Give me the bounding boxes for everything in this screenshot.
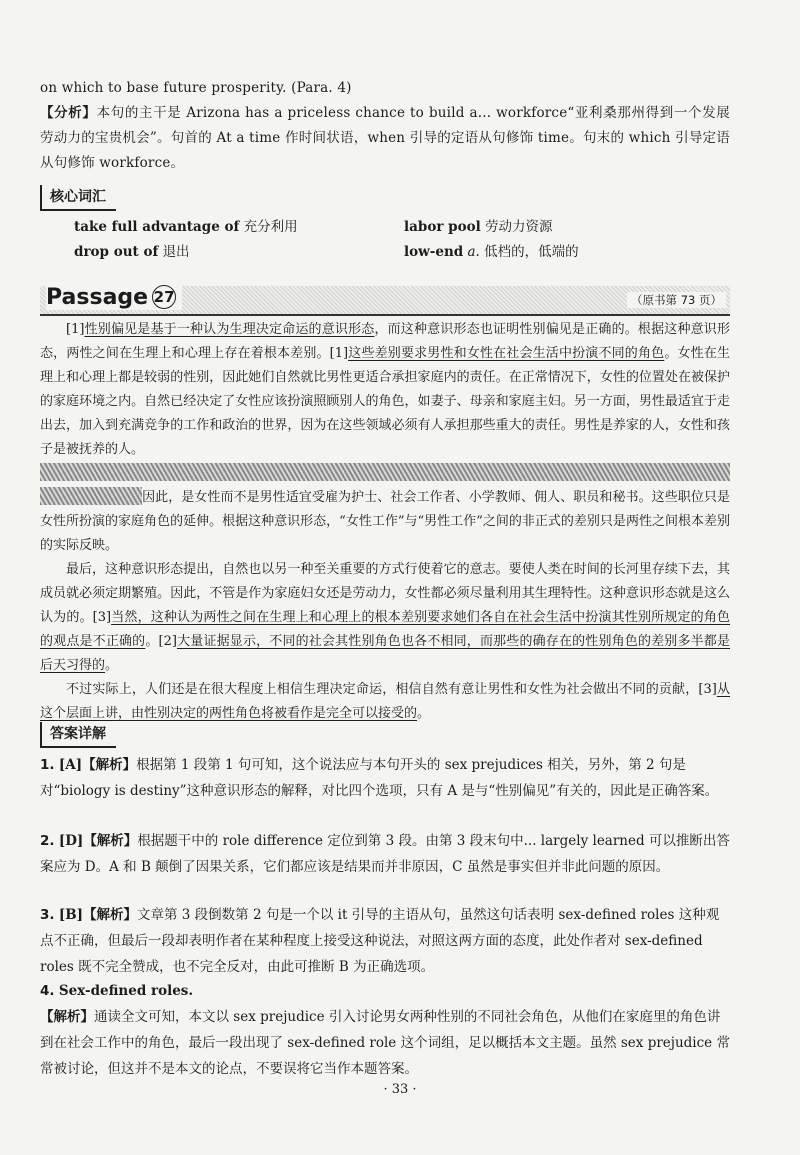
vocab-item [404, 240, 579, 265]
answer-item [40, 902, 730, 980]
underlined-sentence: 这些差别要求男性和女性在社会生活中扮演不同的角色 [348, 346, 665, 361]
answer-key: [D] [58, 833, 84, 849]
sentence: 不过实际上，人们还是在很大程度上相信生理决定命运，相信自然有意让男性和女性为社会做出不同的贡献，[3] [66, 682, 717, 697]
sentence: 最后，这种意识形态提出，自然也以另一种至关重要的方式行使着它的意志。要使人类在时间的长河里存续下去，其成员就必须定期繁殖。因此，不管是作为家庭妇女还是劳动力，女性都必须尽量利用其生理特性。这种意识形态就是这么认为的。[3] [40, 562, 730, 625]
analysis-tag: 【解析】 [82, 757, 137, 773]
answer-explanation: 通读全文可知，本文以 sex prejudice 引入讨论男女两种性别的不同社会角色，从他们在家庭里的角色讲到在社会工作中的角色，最后一段出现了 sex-defined role 这个词组，足以概括本文主题。虽然 sex prejudice 常常被讨论，但这并不是本文的论点，不要误将它当作本题答案。 [40, 1009, 730, 1077]
sentence: 。 [417, 706, 431, 721]
passage-title [46, 285, 182, 310]
answer-key: [A] [58, 757, 83, 773]
answer-explanation: 根据题干中的 role difference 定位到第 3 段。由第 3 段末句中... largely learned 可以推断出答案应为 D。A 和 B 颠倒了因果关系，它们都应该是结果而并非原因，C 虽然是事实但并非此问题的原因。 [40, 833, 730, 875]
vocab-term: take full advantage of [74, 219, 240, 235]
answers-heading: 答案详解 [40, 722, 116, 748]
vocab-term: labor pool [404, 219, 481, 235]
translation-paragraph-3 [40, 558, 730, 678]
vocab-item [74, 240, 190, 265]
intro-block [40, 76, 730, 176]
sentence: 因此，是女性而不是男性适宜受雇为护士、社会工作者、小学教师、佣人、职员和秘书。这些职位只是女性所扮演的家庭角色的延伸。根据这种意识形态，“女性工作”与“男性工作”之间的非正式的差别只是两性之间根本差别的实际反映。 [40, 490, 730, 553]
sentence-marker: [1] [66, 322, 85, 337]
analysis-tag: 【解析】 [40, 1009, 94, 1025]
answer-heading-line [40, 978, 730, 1004]
sentence: ，而这种意识形态也证明性别偏见是正确的。根据这种意识形态，两性之间在生理上和心理上存在着根本差别。[1] [40, 322, 730, 361]
answer-item [40, 752, 730, 804]
vocab-meaning: 劳动力资源 [485, 219, 553, 235]
answer-text [40, 902, 730, 980]
vocab-heading: 核心词汇 [40, 185, 116, 211]
passage-reference: （原书第 73 页） [627, 292, 726, 308]
translation-paragraph-4 [40, 678, 730, 726]
analysis-tag: 【解析】 [83, 907, 138, 923]
answer-number: 2. [40, 833, 55, 849]
sentence: 。 [105, 658, 119, 673]
analysis-paragraph [40, 101, 730, 176]
underlined-sentence: 大量证据显示，不同的社会其性别角色也各不相同，而那些的确存在的性别角色的差别多半都是后天习得的 [40, 634, 730, 673]
answer-key: [B] [58, 907, 84, 923]
vocab-meaning: 退出 [162, 244, 190, 260]
translation-paragraph-1 [40, 318, 730, 462]
answer-text [40, 752, 730, 804]
answer-number: 3. [40, 907, 55, 923]
vocab-pos: a. [467, 244, 480, 260]
vocab-term: low-end [404, 244, 464, 260]
page-number: · 33 · [383, 1082, 417, 1097]
answer-key: Sex-defined roles. [58, 983, 194, 999]
answer-item [40, 978, 730, 1082]
passage-label: Passage [46, 285, 149, 310]
sentence-marker: 。[2] [145, 634, 177, 649]
analysis-tag: 【解析】 [83, 833, 138, 849]
answer-number: 4. [40, 983, 55, 999]
redacted-text [40, 463, 730, 481]
passage-translation [40, 318, 730, 726]
answer-number: 1. [40, 757, 55, 773]
sentence: 。女性在生理上和心理上都是较弱的性别，因此她们自然就比男性更适合承担家庭内的责任。在正常情况下，女性的位置处在被保护的家庭环境之内。自然已经决定了女性应该扮演照顾别人的角色，如妻子、母亲和家庭主妇。另一方面，男性最适宜于走出去，加入到充满竞争的工作和政治的世界，因为在这些领域必须有人承担那些重大的责任。男性是养家的人，女性和孩子是被抚养的人。 [40, 346, 730, 457]
underlined-sentence: 当然，这种认为两性之间在生理上和心理上的根本差别要求她们各自在社会生活中扮演其性别所规定的角色的观点是不正确的 [40, 610, 730, 649]
analysis-tag: 【分析】 [40, 105, 97, 121]
vocab-meaning: 充分利用 [243, 219, 298, 235]
underlined-sentence: 从这个层面上讲，由性别决定的两性角色将被看作是完全可以接受的 [40, 682, 730, 721]
redacted-text [40, 487, 142, 505]
vocab-item [74, 215, 298, 240]
intro-line: on which to base future prosperity. (Para. 4) [40, 80, 352, 96]
analysis-text: 本句的主干是 Arizona has a priceless chance to build a... workforce“亚利桑那州得到一个发展劳动力的宝贵机会”。句首的 At a time 作时间状语，when 引导的定语从句修饰 time。句末的 which 引导定语从句修饰 workforce。 [40, 105, 730, 171]
answer-explanation: 文章第 3 段倒数第 2 句是一个以 it 引导的主语从句，虽然这句话表明 sex-defined roles 这种观点不正确，但最后一段却表明作者在某种程度上接受这种说法，对照这两方面的态度，此处作者对 sex-defined roles 既不完全赞成，也不完全反对，由此可推断 B 为正确选项。 [40, 907, 720, 975]
passage-number: 27 [152, 285, 176, 309]
translation-paragraph-2 [40, 462, 730, 558]
answer-text [40, 828, 730, 880]
vocab-meaning: 低档的，低端的 [484, 244, 579, 260]
answer-explanation: 根据第 1 段第 1 句可知，这个说法应与本句开头的 sex prejudices 相关，另外，第 2 句是对“biology is destiny”这种意识形态的解释，对比四个选项，只有 A 是与“性别偏见”有关的，因此是正确答案。 [40, 757, 719, 799]
vocab-term: drop out of [74, 244, 159, 260]
vocab-item [404, 215, 553, 240]
underlined-sentence: 性别偏见是基于一种认为生理决定命运的意识形态 [84, 322, 375, 337]
answer-text [40, 1004, 730, 1082]
answer-item [40, 828, 730, 880]
